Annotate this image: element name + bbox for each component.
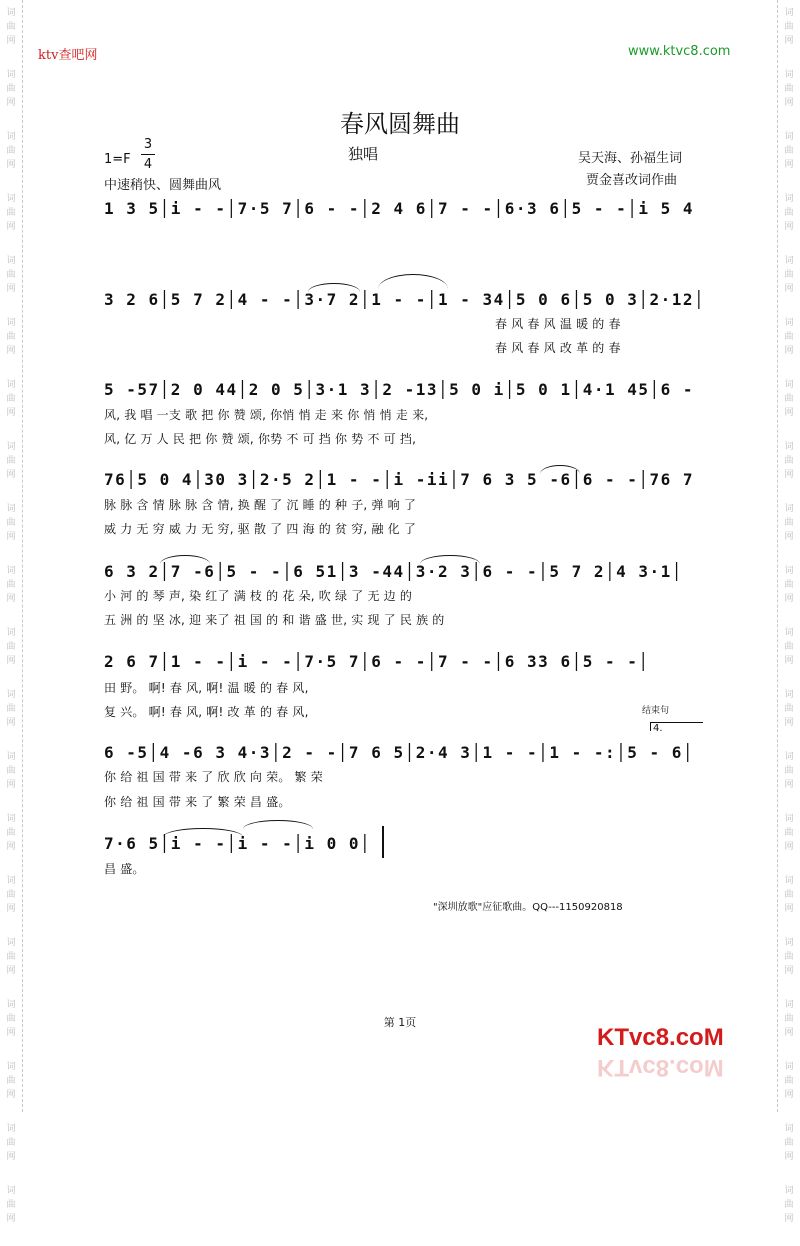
margin-glyph: 曲	[784, 146, 794, 156]
lyrics-6a: 田 野。 啊! 春 风, 啊! 温 暖 的 春 风,	[104, 681, 309, 695]
final-barline	[382, 826, 384, 858]
margin-glyph: 曲	[784, 1200, 794, 1210]
lyrics-2b: 春 风 春 风 改 革 的 春	[495, 341, 621, 355]
margin-glyph: 词	[6, 1186, 16, 1196]
lyrics-7a: 你 给 祖 国 带 来 了 欣 欣 向 荣。 繁 荣	[104, 770, 323, 784]
song-subtitle: 独唱	[348, 145, 379, 163]
margin-glyph: 网	[784, 532, 794, 542]
margin-glyph: 词	[784, 8, 794, 18]
time-signature	[141, 136, 155, 173]
lyrics-5b: 五 洲 的 坚 冰, 迎 来了 祖 国 的 和 谐 盛 世, 实 现 了 民 族 的	[104, 613, 445, 627]
margin-glyph: 网	[6, 966, 16, 976]
margin-glyph: 网	[6, 98, 16, 108]
volta-bracket: 4.	[650, 722, 703, 731]
margin-glyph: 词	[6, 8, 16, 18]
margin-glyph: 曲	[784, 332, 794, 342]
margin-glyph: 词	[6, 876, 16, 886]
margin-glyph: 网	[784, 36, 794, 46]
margin-glyph: 曲	[784, 394, 794, 404]
margin-glyph: 网	[784, 842, 794, 852]
margin-glyph: 曲	[6, 1138, 16, 1148]
margin-glyph: 词	[6, 628, 16, 638]
lyrics-5a: 小 河 的 琴 声, 染 红了 满 枝 的 花 朵, 吹 绿 了 无 边 的	[104, 589, 413, 603]
slur	[163, 828, 243, 837]
score-notes-3: 5 -57│2 0 44│2 0 5│3·1 3│2 -13│5 0 i│5 0 1│4·1 45│6 -	[104, 380, 695, 399]
margin-glyph: 词	[6, 814, 16, 824]
margin-glyph: 词	[784, 70, 794, 80]
margin-glyph: 网	[6, 532, 16, 542]
margin-glyph: 网	[784, 1152, 794, 1162]
margin-glyph: 网	[784, 1090, 794, 1100]
margin-glyph: 网	[6, 284, 16, 294]
site-logo-reflection: KTvc8.coM	[597, 1054, 724, 1081]
margin-glyph: 曲	[6, 146, 16, 156]
margin-glyph: 网	[784, 1028, 794, 1038]
score-notes-7: 6 -5│4 -6 3 4·3│2 - -│7 6 5│2·4 3│1 - -│1 - -:│5 - 6│	[104, 743, 695, 762]
slur	[243, 820, 313, 829]
margin-glyph: 网	[6, 1090, 16, 1100]
margin-glyph: 词	[784, 752, 794, 762]
margin-glyph: 词	[784, 194, 794, 204]
margin-glyph: 曲	[784, 704, 794, 714]
margin-glyph: 曲	[784, 518, 794, 528]
margin-glyph: 词	[6, 256, 16, 266]
margin-glyph: 曲	[784, 642, 794, 652]
margin-glyph: 曲	[6, 394, 16, 404]
left-margin-strip	[0, 0, 23, 1224]
margin-glyph: 词	[784, 628, 794, 638]
margin-glyph: 曲	[6, 580, 16, 590]
margin-glyph: 词	[784, 814, 794, 824]
margin-glyph: 词	[6, 380, 16, 390]
tempo-marking: 中速稍快、圆舞曲风	[104, 178, 222, 193]
margin-glyph: 词	[6, 132, 16, 142]
margin-glyph: 词	[784, 1186, 794, 1196]
margin-glyph: 词	[784, 1000, 794, 1010]
margin-glyph: 曲	[6, 766, 16, 776]
margin-glyph: 曲	[784, 890, 794, 900]
margin-glyph: 词	[784, 876, 794, 886]
margin-glyph: 曲	[784, 270, 794, 280]
lyrics-3b: 风, 亿 万 人 民 把 你 赞 颂, 你势 不 可 挡 你 势 不 可 挡,	[104, 432, 417, 446]
margin-glyph: 词	[784, 256, 794, 266]
margin-glyph: 词	[784, 504, 794, 514]
margin-glyph: 词	[784, 1062, 794, 1072]
margin-glyph: 词	[784, 690, 794, 700]
repeat-ending-note: 结束句	[642, 706, 670, 716]
margin-glyph: 网	[784, 780, 794, 790]
lyrics-3a: 风, 我 唱 一支 歌 把 你 赞 颂, 你悄 悄 走 来 你 悄 悄 走 来,	[104, 408, 429, 422]
margin-glyph: 网	[6, 470, 16, 480]
margin-glyph: 网	[784, 284, 794, 294]
margin-glyph: 网	[6, 1028, 16, 1038]
margin-glyph: 曲	[6, 270, 16, 280]
margin-glyph: 网	[6, 408, 16, 418]
footnote: "深圳放歌"应征歌曲。QQ---1150920818	[433, 902, 623, 913]
margin-glyph: 曲	[784, 580, 794, 590]
site-logo[interactable]: KTvc8.coM	[597, 1024, 724, 1051]
lyrics-6b: 复 兴。 啊! 春 风, 啊! 改 革 的 春 风,	[104, 705, 309, 719]
margin-glyph: 词	[6, 194, 16, 204]
lyrics-2a: 春 风 春 风 温 暖 的 春	[495, 317, 621, 331]
margin-glyph: 网	[784, 408, 794, 418]
margin-glyph: 曲	[784, 1138, 794, 1148]
margin-glyph: 词	[6, 566, 16, 576]
margin-glyph: 词	[6, 938, 16, 948]
margin-glyph: 网	[784, 718, 794, 728]
margin-glyph: 曲	[6, 1076, 16, 1086]
brand-right-url[interactable]: www.ktvc8.com	[628, 44, 731, 59]
margin-glyph: 网	[6, 718, 16, 728]
page-number: 第 1页	[383, 1016, 417, 1029]
margin-glyph: 曲	[784, 1076, 794, 1086]
margin-glyph: 曲	[784, 828, 794, 838]
margin-glyph: 曲	[6, 704, 16, 714]
right-margin-strip	[777, 0, 800, 1224]
margin-glyph: 网	[6, 656, 16, 666]
margin-glyph: 曲	[6, 22, 16, 32]
margin-glyph: 网	[784, 98, 794, 108]
margin-glyph: 词	[784, 318, 794, 328]
margin-glyph: 曲	[784, 1014, 794, 1024]
margin-glyph: 网	[784, 594, 794, 604]
score-notes-2: 3 2 6│5 7 2│4 - -│3·7 2│1 - -│1 - 34│5 0 6│5 0 3│2·12│	[104, 290, 706, 309]
margin-glyph: 网	[784, 470, 794, 480]
meter-divider	[141, 154, 155, 155]
margin-glyph: 曲	[6, 1014, 16, 1024]
slur	[540, 465, 580, 474]
margin-glyph: 网	[6, 160, 16, 170]
margin-glyph: 曲	[6, 952, 16, 962]
margin-glyph: 词	[6, 752, 16, 762]
right-margin-glyphs	[781, 6, 797, 1246]
margin-glyph: 曲	[784, 456, 794, 466]
margin-glyph: 网	[6, 346, 16, 356]
margin-glyph: 词	[6, 1062, 16, 1072]
margin-glyph: 网	[784, 346, 794, 356]
margin-glyph: 曲	[6, 456, 16, 466]
margin-glyph: 网	[784, 656, 794, 666]
slur	[160, 555, 210, 564]
margin-glyph: 曲	[6, 332, 16, 342]
slur	[308, 283, 360, 292]
margin-glyph: 曲	[784, 766, 794, 776]
composer-credit: 贾金喜改词作曲	[586, 173, 678, 188]
margin-glyph: 曲	[784, 952, 794, 962]
margin-glyph: 网	[784, 1214, 794, 1224]
lyrics-8a: 昌 盛。	[104, 862, 145, 876]
margin-glyph: 曲	[6, 1200, 16, 1210]
margin-glyph: 网	[6, 36, 16, 46]
score-notes-6: 2 6 7│1 - -│i - -│7·5 7│6 - -│7 - -│6 33 6│5 - -│	[104, 652, 650, 671]
margin-glyph: 词	[6, 1124, 16, 1134]
margin-glyph: 网	[784, 160, 794, 170]
left-margin-glyphs	[3, 6, 19, 1246]
margin-glyph: 词	[784, 1124, 794, 1134]
margin-glyph: 网	[6, 594, 16, 604]
margin-glyph: 词	[6, 442, 16, 452]
margin-glyph: 曲	[784, 84, 794, 94]
margin-glyph: 词	[6, 1000, 16, 1010]
score-notes-8: 7·6 5│i - -│i - -│i 0 0│	[104, 834, 372, 853]
margin-glyph: 词	[6, 70, 16, 80]
margin-glyph: 词	[6, 318, 16, 328]
meter-top: 3	[143, 137, 153, 152]
brand-left[interactable]: ktv查吧网	[38, 48, 98, 63]
margin-glyph: 网	[784, 904, 794, 914]
slur	[420, 555, 480, 564]
margin-glyph: 网	[6, 1152, 16, 1162]
margin-glyph: 词	[6, 504, 16, 514]
margin-glyph: 网	[6, 842, 16, 852]
margin-glyph: 词	[784, 938, 794, 948]
margin-glyph: 网	[784, 222, 794, 232]
song-title: 春风圆舞曲	[340, 110, 460, 138]
margin-glyph: 曲	[6, 642, 16, 652]
margin-glyph: 词	[784, 566, 794, 576]
margin-glyph: 曲	[6, 828, 16, 838]
slur	[378, 274, 448, 289]
margin-glyph: 曲	[784, 208, 794, 218]
margin-glyph: 曲	[6, 518, 16, 528]
margin-glyph: 网	[6, 780, 16, 790]
margin-glyph: 网	[6, 222, 16, 232]
lyrics-7b: 你 给 祖 国 带 来 了 繁 荣 昌 盛。	[104, 795, 291, 809]
margin-glyph: 网	[784, 966, 794, 976]
margin-glyph: 曲	[6, 890, 16, 900]
margin-glyph: 词	[6, 690, 16, 700]
margin-glyph: 网	[6, 904, 16, 914]
lyrics-4b: 威 力 无 穷 威 力 无 穷, 驱 散 了 四 海 的 贫 穷, 融 化 了	[104, 522, 417, 536]
score-notes-1: 1 3 5│i - -│7·5 7│6 - -│2 4 6│7 - -│6·3 6│5 - -│i 5 4	[104, 199, 695, 218]
score-notes-5: 6 3 2│7 -6│5 - -│6 51│3 -44│3·2 3│6 - -│5 7 2│4 3·1│	[104, 562, 683, 581]
lyricist-credit: 吴天海、孙福生词	[578, 151, 683, 166]
margin-glyph: 词	[784, 442, 794, 452]
key-signature: 1=F	[104, 152, 131, 167]
lyrics-4a: 脉 脉 含 情 脉 脉 含 情, 换 醒 了 沉 睡 的 种 子, 弹 响 了	[104, 498, 417, 512]
margin-glyph: 网	[6, 1214, 16, 1224]
margin-glyph: 曲	[6, 208, 16, 218]
margin-glyph: 曲	[784, 22, 794, 32]
score-notes-4: 76│5 0 4│30 3│2·5 2│1 - -│i -ii│7 6 3 5 -6│6 - -│76 7	[104, 470, 695, 489]
margin-glyph: 词	[784, 132, 794, 142]
meter-bottom: 4	[143, 157, 153, 172]
margin-glyph: 词	[784, 380, 794, 390]
margin-glyph: 曲	[6, 84, 16, 94]
